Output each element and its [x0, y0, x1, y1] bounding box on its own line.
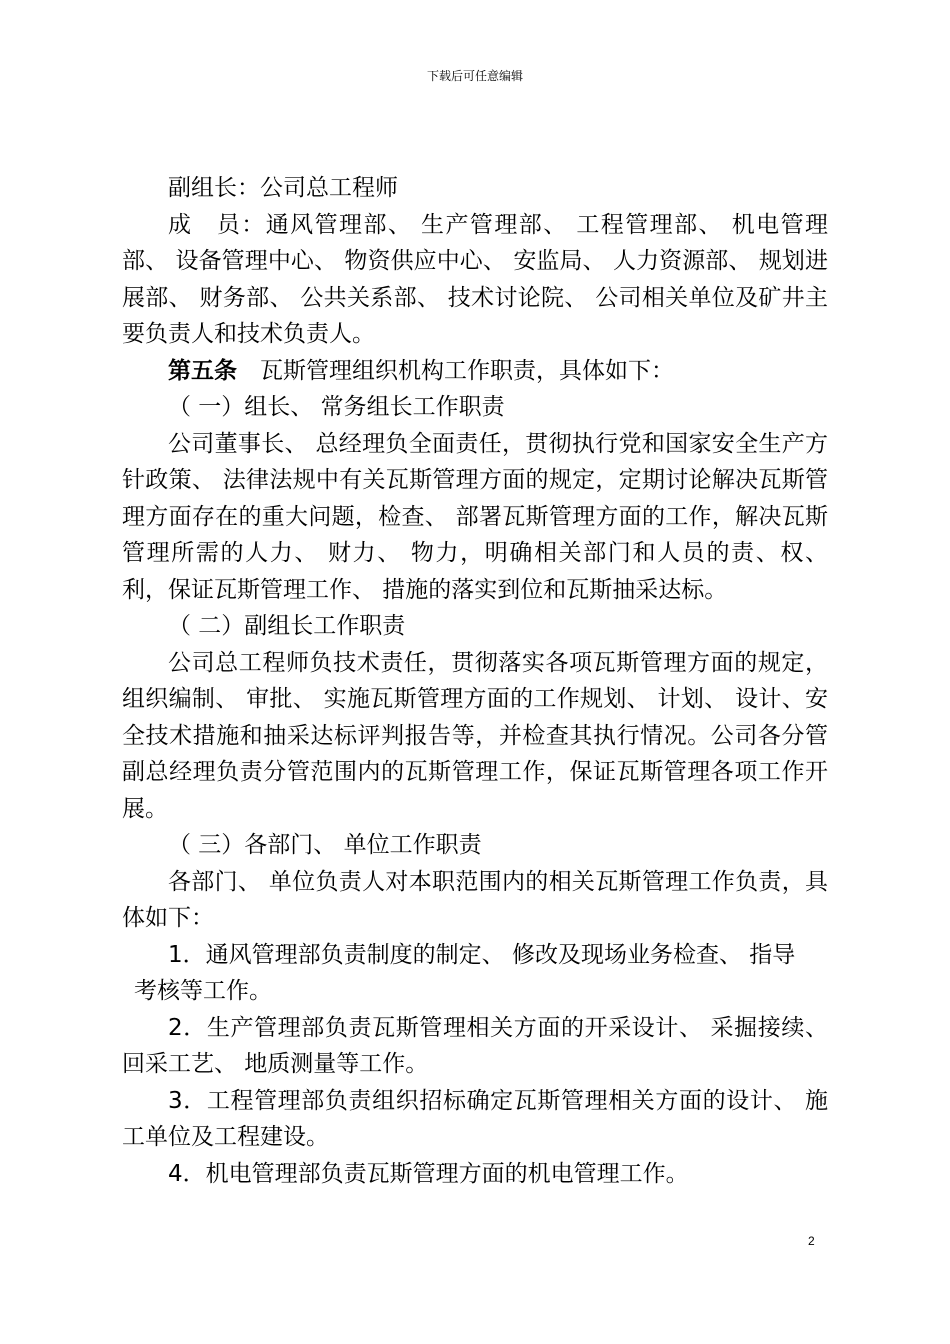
document-body	[122, 170, 828, 1192]
article-text: 瓦斯管理组织机构工作职责，具体如下：	[237, 357, 674, 384]
list-item-1-line-1: 1．通风管理部负责制度的制定、 修改及现场业务检查、 指导	[168, 941, 796, 968]
section-3-title: （ 三）各部门、 单位工作职责	[168, 832, 482, 858]
list-item-3: 3．工程管理部负责组织招标确定瓦斯管理相关方面的设计、 施工单位及工程建设。	[122, 1087, 828, 1150]
section-2-title: （ 二）副组长工作职责	[168, 613, 406, 639]
paragraph-deputy-leader: 副组长：公司总工程师	[168, 175, 398, 201]
article-label: 第五条	[168, 357, 237, 384]
list-item-1-line-2: 考核等工作。	[134, 978, 272, 1004]
section-1-body: 公司董事长、 总经理负全面责任，贯彻执行党和国家安全生产方针政策、 法律法规中有关瓦斯管理方面的规定，定期讨论解决瓦斯管理方面存在的重大问题，检查、 部署瓦斯管理方面的工作，解决瓦斯管理所需的人力、 财力、 物力，明确相关部门和人员的责、权、 利，保证瓦斯管理工作、 措施的落实到位和瓦斯抽采达标。	[122, 430, 828, 603]
section-3-body: 各部门、 单位负责人对本职范围内的相关瓦斯管理工作负责，具体如下：	[122, 868, 828, 931]
section-2-body: 公司总工程师负技术责任，贯彻落实各项瓦斯管理方面的规定，组织编制、 审批、 实施瓦斯管理方面的工作规划、 计划、 设计、安全技术措施和抽采达标评判报告等，并检查其执行情况。公司各分管副总经理负责分管范围内的瓦斯管理工作，保证瓦斯管理各项工作开展。	[122, 649, 828, 822]
paragraph-members: 成 员：通风管理部、 生产管理部、 工程管理部、 机电管理部、 设备管理中心、 物资供应中心、 安监局、 人力资源部、 规划进展部、 财务部、 公共关系部、 技术讨论院、 公司相关单位及矿井主要负责人和技术负责人。	[122, 211, 828, 347]
page-number: 2	[808, 1234, 815, 1248]
list-item-2: 2．生产管理部负责瓦斯管理相关方面的开采设计、 采掘接续、回采工艺、 地质测量等工作。	[122, 1014, 828, 1077]
list-item-4: 4．机电管理部负责瓦斯管理方面的机电管理工作。	[168, 1160, 689, 1187]
article-five	[122, 353, 828, 390]
page-header: 下载后可任意编辑	[426, 69, 523, 83]
section-1-title: （ 一）组长、 常务组长工作职责	[168, 394, 505, 420]
